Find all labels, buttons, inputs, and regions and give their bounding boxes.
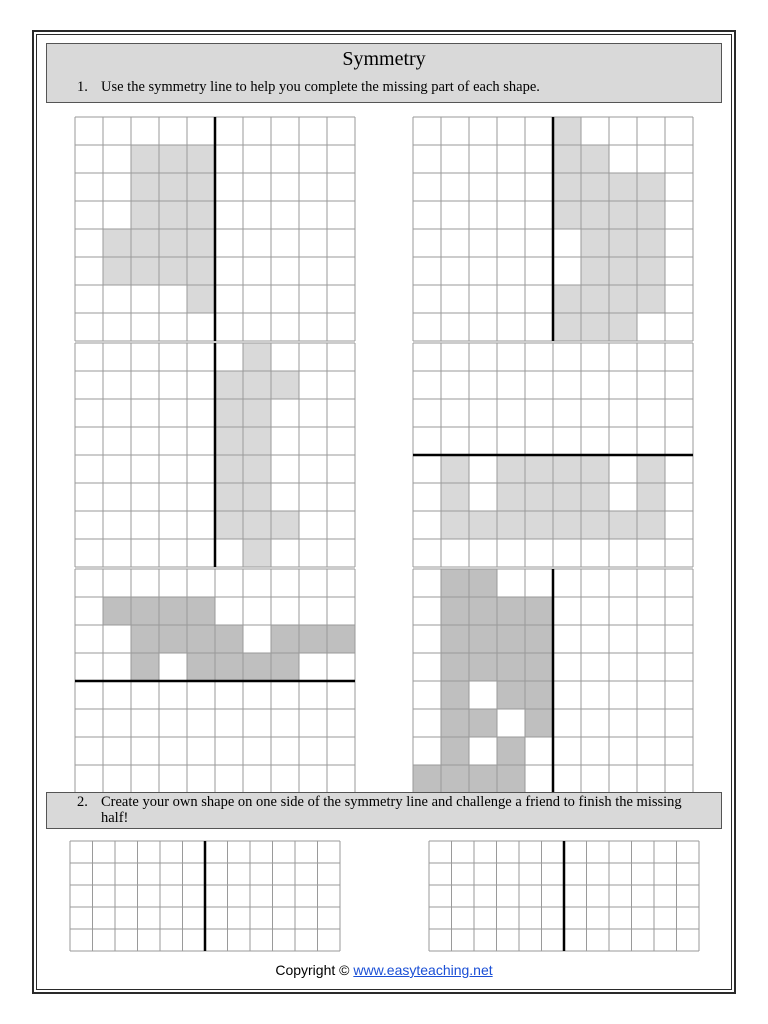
question-1-number: 1. — [77, 79, 88, 95]
shaded-cell — [131, 625, 159, 653]
grid-svg — [74, 342, 356, 568]
shaded-cell — [441, 765, 469, 793]
shaded-cell — [497, 455, 525, 483]
shaded-cell — [159, 625, 187, 653]
shaded-cell — [525, 511, 553, 539]
shaded-cell — [187, 229, 215, 257]
shaded-cell — [553, 117, 581, 145]
question-2-number: 2. — [77, 794, 88, 810]
shaded-cell — [441, 653, 469, 681]
shaded-cell — [441, 569, 469, 597]
shaded-cell — [131, 597, 159, 625]
shaded-cell — [581, 229, 609, 257]
shaded-cell — [553, 285, 581, 313]
shaded-cell — [525, 597, 553, 625]
shaded-cell — [469, 625, 497, 653]
shaded-cell — [609, 201, 637, 229]
shaded-cell — [637, 511, 665, 539]
shaded-cell — [271, 511, 299, 539]
shaded-cell — [159, 229, 187, 257]
shaded-cell — [581, 145, 609, 173]
shaded-cell — [497, 681, 525, 709]
shaded-cell — [187, 201, 215, 229]
shaded-cell — [131, 201, 159, 229]
shaded-cell — [637, 173, 665, 201]
shaded-cell — [215, 399, 243, 427]
shaded-cell — [525, 653, 553, 681]
shaded-cell — [525, 625, 553, 653]
shaded-cell — [581, 455, 609, 483]
shaded-cell — [187, 145, 215, 173]
shaded-cell — [637, 257, 665, 285]
shaded-cell — [441, 483, 469, 511]
shaded-cell — [187, 173, 215, 201]
symmetry-grid-4 — [412, 342, 694, 568]
grid-svg — [428, 840, 700, 952]
grid-svg — [412, 116, 694, 342]
shaded-cell — [497, 737, 525, 765]
shaded-cell — [581, 483, 609, 511]
shaded-cell — [469, 569, 497, 597]
shaded-cell — [441, 597, 469, 625]
shaded-cell — [581, 173, 609, 201]
shaded-cell — [441, 625, 469, 653]
shaded-cell — [609, 173, 637, 201]
blank-grid-2[interactable] — [428, 840, 700, 952]
shaded-cell — [131, 653, 159, 681]
shaded-cell — [215, 455, 243, 483]
shaded-cell — [243, 371, 271, 399]
shaded-cell — [441, 511, 469, 539]
shaded-cell — [469, 597, 497, 625]
shaded-cell — [215, 483, 243, 511]
shaded-cell — [581, 511, 609, 539]
shaded-cell — [581, 201, 609, 229]
shaded-cell — [243, 455, 271, 483]
shaded-cell — [243, 653, 271, 681]
shaded-cell — [271, 653, 299, 681]
shaded-cell — [609, 511, 637, 539]
shaded-cell — [187, 625, 215, 653]
shaded-cell — [525, 483, 553, 511]
shaded-cell — [413, 765, 441, 793]
shaded-cell — [103, 229, 131, 257]
shaded-cell — [243, 511, 271, 539]
symmetry-grid-6 — [412, 568, 694, 794]
shaded-cell — [243, 539, 271, 567]
shaded-cell — [497, 765, 525, 793]
question-2-instruction — [77, 794, 707, 826]
shaded-cell — [609, 313, 637, 341]
shaded-cell — [215, 653, 243, 681]
shaded-cell — [243, 343, 271, 371]
shaded-cell — [609, 257, 637, 285]
grid-svg — [412, 342, 694, 568]
shaded-cell — [525, 455, 553, 483]
symmetry-grid-2 — [412, 116, 694, 342]
shaded-cell — [441, 681, 469, 709]
question-2-panel — [46, 792, 722, 829]
shaded-cell — [553, 313, 581, 341]
blank-grid-1[interactable] — [69, 840, 341, 952]
shaded-cell — [525, 709, 553, 737]
shaded-cell — [469, 511, 497, 539]
shaded-cell — [159, 257, 187, 285]
page-title: Symmetry — [342, 48, 426, 70]
shaded-cell — [609, 285, 637, 313]
shaded-cell — [131, 257, 159, 285]
shaded-cell — [525, 681, 553, 709]
shaded-cell — [637, 483, 665, 511]
shaded-cell — [215, 625, 243, 653]
shaded-cell — [131, 173, 159, 201]
shaded-cell — [469, 709, 497, 737]
symmetry-grid-3 — [74, 342, 356, 568]
grid-svg — [74, 568, 356, 794]
shaded-cell — [131, 229, 159, 257]
symmetry-grid-1 — [74, 116, 356, 342]
grid-svg — [412, 568, 694, 794]
shaded-cell — [497, 597, 525, 625]
question-1-text: Use the symmetry line to help you complete the missing part of each shape. — [101, 79, 540, 95]
copyright-footer — [0, 962, 768, 978]
shaded-cell — [243, 483, 271, 511]
shaded-cell — [187, 653, 215, 681]
shaded-cell — [441, 709, 469, 737]
shaded-cell — [497, 653, 525, 681]
shaded-cell — [469, 765, 497, 793]
shaded-cell — [441, 455, 469, 483]
shaded-cell — [469, 653, 497, 681]
shaded-cell — [187, 285, 215, 313]
shaded-cell — [159, 201, 187, 229]
shaded-cell — [187, 257, 215, 285]
shaded-cell — [581, 285, 609, 313]
copyright-prefix: Copyright © — [275, 962, 354, 978]
shaded-cell — [243, 427, 271, 455]
question-1-instruction — [77, 79, 540, 96]
shaded-cell — [553, 511, 581, 539]
shaded-cell — [553, 173, 581, 201]
shaded-cell — [637, 285, 665, 313]
shaded-cell — [497, 483, 525, 511]
shaded-cell — [131, 145, 159, 173]
shaded-cell — [271, 371, 299, 399]
symmetry-grid-5 — [74, 568, 356, 794]
shaded-cell — [159, 597, 187, 625]
grid-svg — [69, 840, 341, 952]
grid-svg — [74, 116, 356, 342]
question-2-text: Create your own shape on one side of the symmetry line and challenge a friend to finish the missing half! — [101, 794, 682, 826]
shaded-cell — [581, 313, 609, 341]
shaded-cell — [581, 257, 609, 285]
shaded-cell — [103, 257, 131, 285]
shaded-cell — [215, 427, 243, 455]
shaded-cell — [497, 625, 525, 653]
shaded-cell — [327, 625, 355, 653]
shaded-cell — [299, 625, 327, 653]
shaded-cell — [553, 483, 581, 511]
shaded-cell — [497, 511, 525, 539]
shaded-cell — [103, 597, 131, 625]
shaded-cell — [553, 455, 581, 483]
shaded-cell — [159, 173, 187, 201]
header-panel — [46, 43, 722, 103]
shaded-cell — [637, 229, 665, 257]
easyteaching-link[interactable]: www.easyteaching.net — [353, 962, 493, 978]
shaded-cell — [441, 737, 469, 765]
shaded-cell — [609, 229, 637, 257]
shaded-cell — [159, 145, 187, 173]
shaded-cell — [271, 625, 299, 653]
shaded-cell — [553, 145, 581, 173]
shaded-cell — [215, 371, 243, 399]
shaded-cell — [243, 399, 271, 427]
shaded-cell — [637, 201, 665, 229]
shaded-cell — [637, 455, 665, 483]
shaded-cell — [187, 597, 215, 625]
shaded-cell — [215, 511, 243, 539]
shaded-cell — [553, 201, 581, 229]
